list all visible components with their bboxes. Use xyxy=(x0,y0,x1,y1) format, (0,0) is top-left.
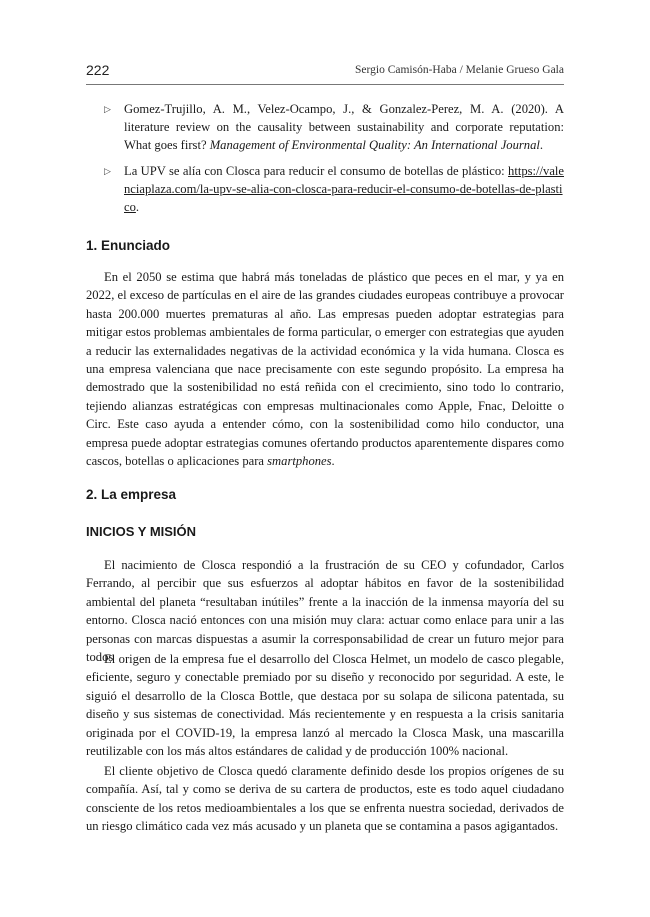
running-header xyxy=(86,62,564,85)
body-paragraph: El origen de la empresa fue el desarrollo del Closca Helmet, un modelo de casco plegable, eficiente, seguro y conectable premiado por su diseño y reconocido por seguridad. A este, le siguió el desarrollo de la Closca Bottle, que destaca por su solapa de silicona patentada, su diseño y sus sistemas de conectividad. Más recientemente y en respuesta a la crisis sanitaria originada por el COVID-19, la empresa lanzó al mercado la Closca Mask, una mascarilla reutilizable con los más altos estándares de calidad y de producción 100% nacional. xyxy=(86,652,564,759)
section-heading: 2. La empresa xyxy=(86,487,177,502)
body-paragraph: El cliente objetivo de Closca quedó claramente definido desde los propios orígenes de su compañía. Así, tal y como se deriva de su cartera de productos, este es todo aquel ciudadano consciente de los retos medioambientales a los que se enfrenta nuestra sociedad, derivados de un riesgo climático cada vez más acusado y un planeta que se contamina a pasos agigantados. xyxy=(86,764,564,834)
section-heading: 1. Enunciado xyxy=(86,238,171,253)
journal-title: Management of Environmental Quality: An International Journal xyxy=(209,138,540,152)
reference-link[interactable]: https://valenciaplaza.com/la-upv-se-alia-con-closca-para-reducir-el-consumo-de-botellas-de-plastico xyxy=(124,164,564,214)
reference-list xyxy=(86,100,564,224)
subsection-heading: INICIOS Y MISIÓN xyxy=(86,524,197,539)
body-paragraph: En el 2050 se estima que habrá más toneladas de plástico que peces en el mar, y ya en 2022, el exceso de partículas en el aire de las grandes ciudades europeas contribuye a provocar hasta 200.000 muertes prematuras al año. Las empresas pueden adoptar estrategias para mitigar estos problemas ambientales de forma particular, o emerger con estrategias que ayuden a reducir las externalidades negativas de la actividad económica y la vida humana. Closca es una empresa valenciana que nace precisamente con este segundo propósito. La empresa ha demostrado que la sostenibilidad no está reñida con el crecimiento, sino todo lo contrario, tejiendo alianzas estratégicas con empresas multinacionales como Apple, Fnac, Deloitte o Circ. Este caso ayuda a entender cómo, con la sostenibilidad como hilo conductor, una empresa puede adoptar estrategias comunes ofertando productos aparentemente dispares como cascos, botellas o aplicaciones para smartphones. xyxy=(86,270,564,469)
page-number: 222 xyxy=(86,62,110,78)
reference-item: ▷ Gomez-Trujillo, A. M., Velez-Ocampo, J., & Gonzalez-Perez, M. A. (2020). A literature review on the causality between sustainability and corporate reputation: What goes first? Management of Environmental Quality: An International Journal. xyxy=(104,102,564,152)
triangle-bullet-icon: ▷ xyxy=(104,166,111,176)
reference-item: ▷ La UPV se alía con Closca para reducir el consumo de botellas de plástico: https://valenciaplaza.com/la-upv-se-alia-con-closca-para-reducir-el-consumo-de-botellas-de-plastico. xyxy=(104,164,564,214)
body-paragraph: El nacimiento de Closca respondió a la frustración de su CEO y cofundador, Carlos Ferrando, al percibir que sus esfuerzos al adoptar hábitos en favor de la sostenibilidad ambiental del planeta “resultaban inútiles” frente a la inacción de la inmensa mayoría del su entorno. Closca nació entonces con una misión muy clara: actuar como enlace para unir a las personas con marcas dispuestas a asumir la corresponsabilidad de crear un futuro mejor para todos xyxy=(86,558,564,665)
triangle-bullet-icon: ▷ xyxy=(104,104,111,114)
running-head: Sergio Camisón-Haba / Melanie Grueso Gala xyxy=(355,64,564,76)
